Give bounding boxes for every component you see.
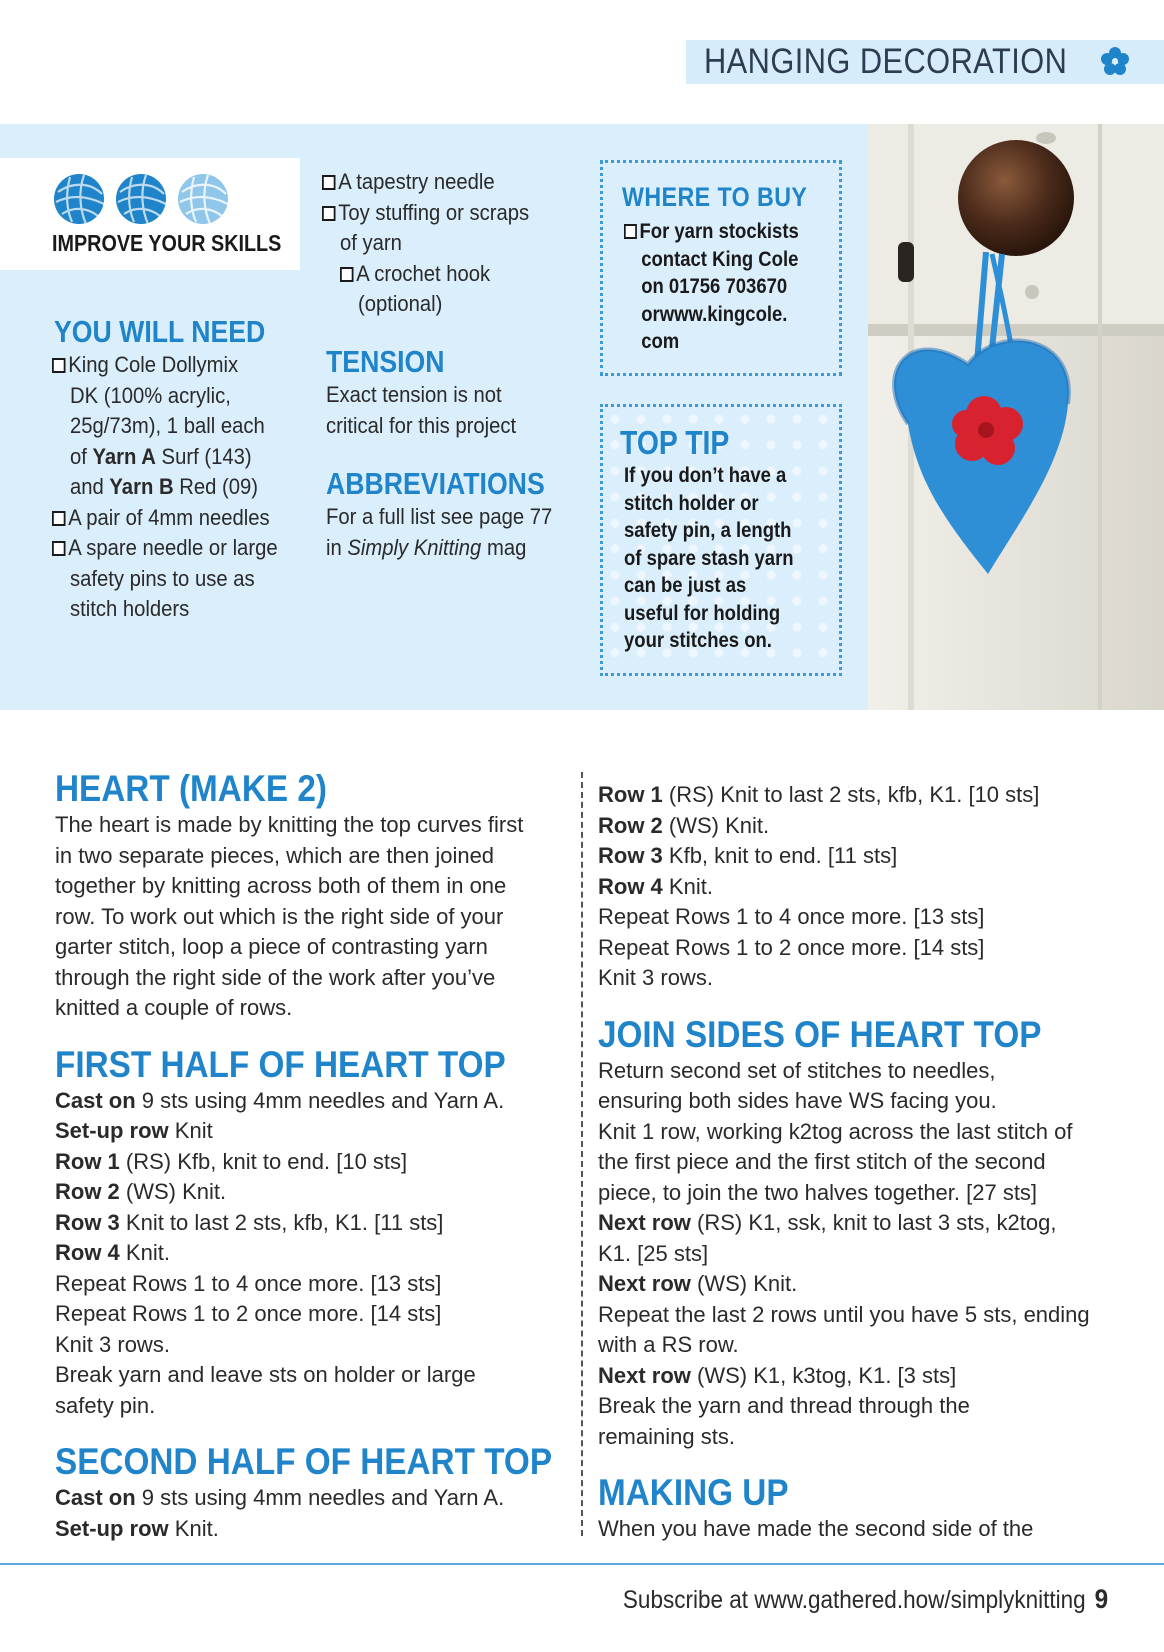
heart-heading: HEART (MAKE 2) — [55, 768, 327, 809]
row-label: Row 2 — [55, 1179, 120, 1204]
subscribe-link[interactable]: Subscribe at www.gathered.how/simplyknitting — [622, 1586, 1086, 1614]
intro-line: in two separate pieces, which are then joined — [55, 842, 495, 868]
row-label: Row 2 — [598, 812, 663, 838]
row-text: (WS) Knit. — [662, 812, 770, 838]
abbreviations-line: For a full list see page 77 — [326, 504, 553, 529]
row-label: Set-up row — [55, 1515, 169, 1541]
pattern-row — [598, 1361, 1118, 1392]
list-item-text: A pair of 4mm needles — [68, 504, 270, 530]
list-item — [322, 167, 556, 198]
tip-line: your stitches on. — [624, 628, 772, 652]
row-label: Row 3 — [598, 843, 663, 868]
you-will-need-list — [52, 350, 295, 625]
section-tag — [686, 40, 1164, 84]
pattern-row: Knit 1 row, working k2tog across the last stitch of — [598, 1118, 1073, 1144]
making-up-heading: MAKING UP — [598, 1472, 789, 1513]
flower-icon — [1100, 46, 1130, 76]
list-item — [322, 198, 556, 259]
pattern-row — [55, 1116, 565, 1147]
row-label: Row 3 — [55, 1209, 120, 1235]
pattern-row: Repeat Rows 1 to 2 once more. [14 sts] — [598, 934, 985, 960]
pattern-column-right — [598, 780, 1118, 1545]
first-half-heading: FIRST HALF OF HEART TOP — [55, 1043, 506, 1085]
list-item — [624, 218, 813, 356]
row-label: Row 4 — [598, 873, 663, 899]
yarn-ball-icon-faded — [176, 172, 230, 226]
row-text: Knit to last 2 sts, kfb, K1. [11 sts] — [119, 1209, 444, 1235]
row-text: (RS) Knit to last 2 sts, kfb, K1. [10 sts] — [662, 782, 1040, 807]
row-label: Cast on — [55, 1485, 136, 1510]
pattern-row: Return second set of stitches to needles, — [598, 1057, 996, 1083]
pattern-row — [55, 1238, 565, 1269]
intro-line: through the right side of the work after you’ve — [55, 964, 496, 990]
pattern-row: When you have made the second side of the — [598, 1516, 1034, 1541]
pattern-row: Break yarn and leave sts on holder or large — [55, 1362, 476, 1387]
row-text: Knit — [168, 1118, 213, 1143]
list-item-text: Surf (143) — [155, 443, 252, 469]
list-item-text: of — [70, 443, 93, 469]
row-text: Kfb, knit to end. [11 sts] — [662, 843, 898, 868]
row-text: Knit. — [662, 873, 713, 899]
pattern-row — [598, 872, 1118, 903]
row-text: 9 sts using 4mm needles and Yarn A. — [135, 1087, 505, 1113]
pattern-row: safety pin. — [55, 1392, 156, 1418]
abbreviations-heading: ABBREVIATIONS — [326, 466, 545, 501]
footer — [623, 1584, 1108, 1615]
pattern-row — [55, 1177, 565, 1208]
pattern-row: K1. [25 sts] — [598, 1240, 709, 1266]
checkbox-icon[interactable] — [322, 206, 336, 221]
row-text: Knit. — [119, 1240, 170, 1265]
tip-line: can be just as — [624, 573, 747, 597]
checkbox-icon[interactable] — [624, 224, 637, 239]
top-tip-heading: TOP TIP — [620, 424, 730, 461]
row-label: Next row — [598, 1362, 691, 1388]
row-text: 9 sts using 4mm needles and Yarn A. — [135, 1485, 505, 1510]
pattern-row: Knit 3 rows. — [598, 965, 713, 990]
join-sides-heading: JOIN SIDES OF HEART TOP — [598, 1013, 1042, 1055]
tension-text — [326, 380, 569, 441]
pattern-row: piece, to join the two halves together. [27 sts] — [598, 1179, 1038, 1205]
heart-decoration-photo — [868, 124, 1164, 710]
pattern-row: the first piece and the first stitch of the second — [598, 1149, 1046, 1174]
website-link[interactable]: com — [641, 329, 680, 353]
list-item-text: of yarn — [340, 230, 402, 255]
yarn-a-label: Yarn A — [92, 443, 156, 469]
pattern-row — [598, 841, 1118, 872]
checkbox-icon[interactable] — [52, 358, 66, 373]
where-line: contact King Cole — [641, 246, 799, 271]
top-tip-text — [624, 462, 822, 655]
tip-line: of spare stash yarn — [624, 545, 794, 570]
where-to-buy-heading: WHERE TO BUY — [622, 182, 808, 212]
pattern-row: Break the yarn and thread through the — [598, 1393, 970, 1418]
phone-number: on 01756 703670 — [641, 274, 788, 298]
row-label: Next row — [598, 1210, 691, 1235]
pattern-row: with a RS row. — [598, 1332, 739, 1357]
magazine-name: Simply Knitting — [347, 534, 482, 560]
skills-label: IMPROVE YOUR SKILLS — [52, 230, 282, 256]
section-tag-text: HANGING DECORATION — [704, 42, 1068, 81]
pattern-row — [598, 811, 1118, 842]
row-label: Set-up row — [55, 1118, 169, 1143]
pattern-row — [55, 1514, 565, 1545]
pattern-row — [598, 780, 1118, 811]
pattern-column-left — [55, 768, 565, 1544]
list-item-text: A tapestry needle — [338, 169, 495, 194]
list-item — [322, 259, 556, 320]
checkbox-icon[interactable] — [52, 541, 66, 556]
list-item-text: Red (09) — [173, 474, 258, 499]
tension-heading: TENSION — [326, 344, 445, 379]
tip-line: If you don’t have a — [624, 463, 787, 487]
pattern-row: Repeat Rows 1 to 2 once more. [14 sts] — [55, 1301, 442, 1326]
tip-line: useful for holding — [624, 600, 781, 625]
row-text: (WS) K1, k3tog, K1. [3 sts] — [690, 1362, 957, 1388]
list-item-text: and — [70, 474, 110, 499]
pattern-row: remaining sts. — [598, 1423, 735, 1449]
you-will-need-heading: YOU WILL NEED — [54, 314, 266, 349]
list-item-text: DK (100% acrylic, — [70, 382, 231, 408]
yarn-ball-icon — [52, 172, 106, 226]
row-label: Row 1 — [55, 1148, 120, 1174]
row-label: Cast on — [55, 1087, 136, 1113]
pattern-row — [55, 1147, 565, 1178]
row-text: (WS) Knit. — [119, 1179, 227, 1204]
row-text: Knit. — [168, 1515, 219, 1541]
list-item-text: A crochet hook — [356, 260, 491, 286]
row-text: (RS) K1, ssk, knit to last 3 sts, k2tog, — [690, 1210, 1057, 1235]
pattern-row: ensuring both sides have WS facing you. — [598, 1088, 997, 1113]
where-line: For yarn stockists — [639, 219, 799, 243]
second-half-heading: SECOND HALF OF HEART TOP — [55, 1441, 553, 1482]
row-label: Row 4 — [55, 1240, 120, 1265]
pattern-row — [55, 1208, 565, 1239]
intro-line: garter stitch, loop a piece of contrasting yarn — [55, 934, 488, 959]
list-item-text: (optional) — [358, 291, 443, 316]
intro-line: knitted a couple of rows. — [55, 995, 293, 1020]
yarn-ball-icon — [114, 172, 168, 226]
pattern-row — [55, 1483, 565, 1514]
tension-line: Exact tension is not — [326, 382, 502, 407]
intro-line: row. To work out which is the right side of your — [55, 903, 504, 929]
column-divider — [581, 772, 583, 1536]
list-item-text: A spare needle or large — [68, 535, 278, 560]
you-will-need-list-continued — [322, 167, 556, 320]
intro-line: The heart is made by knitting the top curves first — [55, 812, 524, 837]
pattern-row: Repeat the last 2 rows until you have 5 sts, ending — [598, 1301, 1090, 1327]
pattern-row: Repeat Rows 1 to 4 once more. [13 sts] — [598, 904, 985, 929]
row-text: (RS) Kfb, knit to end. [10 sts] — [119, 1148, 408, 1174]
list-item-text: 25g/73m), 1 ball each — [70, 413, 265, 438]
page-number: 9 — [1094, 1584, 1108, 1614]
list-item-text: King Cole Dollymix — [68, 352, 239, 377]
pattern-row — [55, 1086, 565, 1117]
pattern-row — [598, 1208, 1118, 1239]
row-label: Next row — [598, 1271, 691, 1296]
photo-illustration — [868, 124, 1164, 710]
checkbox-icon[interactable] — [52, 511, 66, 526]
row-label: Row 1 — [598, 782, 663, 807]
abbreviations-line: in — [326, 534, 348, 560]
website-link[interactable]: orwww.kingcole. — [641, 301, 788, 326]
list-item — [52, 503, 295, 534]
pattern-row — [598, 1269, 1118, 1300]
where-to-buy-text — [624, 218, 813, 356]
footer-rule — [0, 1563, 1164, 1565]
tip-line: stitch holder or — [624, 490, 759, 515]
intro-line: together by knitting across both of them in one — [55, 873, 507, 898]
tension-line: critical for this project — [326, 412, 517, 438]
row-text: (WS) Knit. — [690, 1271, 798, 1296]
skill-level-rating — [52, 172, 230, 226]
list-item — [52, 350, 295, 503]
list-item-text: Toy stuffing or scraps — [338, 199, 530, 225]
list-item-text: stitch holders — [70, 596, 190, 621]
pattern-row: Repeat Rows 1 to 4 once more. [13 sts] — [55, 1270, 442, 1296]
tip-line: safety pin, a length — [624, 518, 792, 542]
abbreviations-line: mag — [481, 534, 527, 560]
list-item — [52, 533, 295, 625]
abbreviations-text — [326, 502, 569, 563]
yarn-b-label: Yarn B — [109, 474, 174, 499]
pattern-row: Knit 3 rows. — [55, 1331, 170, 1357]
list-item-text: safety pins to use as — [70, 565, 255, 591]
checkbox-icon[interactable] — [340, 267, 354, 282]
checkbox-icon[interactable] — [322, 175, 336, 190]
